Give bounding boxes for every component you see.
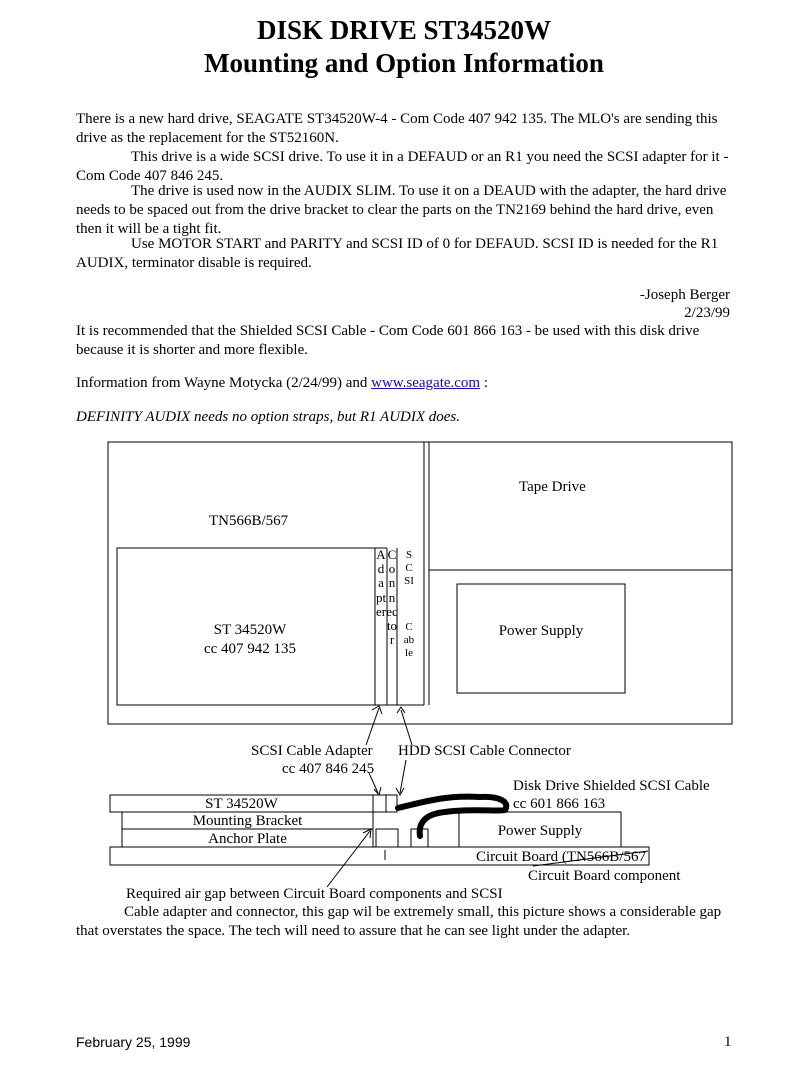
adapter-vertical-label: Adapter (375, 547, 387, 619)
connector-pointer-top (401, 710, 412, 745)
scsi-adapter-cc: cc 407 846 245 (282, 761, 375, 777)
adapter-pointer-top (366, 708, 379, 745)
caption-body: Cable adapter and connector, this gap wil be extremely small, this picture shows a considerable gap that overstates the space. The tech will need to assure that he can see light under the adapter. (76, 904, 722, 939)
side-gap-block (376, 829, 398, 847)
connector-label: HDD SCSI Cable Connector (398, 743, 571, 759)
drive-label-line2: cc 407 942 135 (203, 641, 297, 657)
circuit-board-label: Circuit Board (TN566B/567 (476, 849, 646, 865)
shielded-cable-cc: cc 601 866 163 (513, 796, 606, 812)
caption-line1: Required air gap between Circuit Board components and SCSI (126, 886, 503, 902)
cable-vertical-label-1: SCSI (404, 549, 414, 587)
page-subtitle: Mounting and Option Information (204, 48, 604, 78)
signature: -Joseph Berger (639, 287, 730, 303)
seagate-link[interactable]: www.seagate.com (371, 375, 481, 391)
footer-date: February 25, 1999 (76, 1034, 191, 1050)
info-prefix: Information from Wayne Motycka (2/24/99) and (76, 375, 372, 391)
tape-drive-label: Tape Drive (519, 479, 586, 495)
paragraph-options: Use MOTOR START and PARITY and SCSI ID of 0 for DEFAUD. SCSI ID is needed for the R1 AUDIX, terminator disable is required. (76, 236, 719, 271)
signature-date: 2/23/99 (684, 305, 730, 321)
paragraph-scsi-adapter: This drive is a wide SCSI drive. To use it in a DEFAUD or an R1 you need the SCSI adapter for it - Com Code 407 846 245. (76, 149, 729, 184)
paragraph-intro: There is a new hard drive, SEAGATE ST34520W-4 - Com Code 407 942 135. The MLO's are sending this drive as the replacement for the ST52160N. (76, 111, 718, 146)
info-suffix: : (480, 375, 489, 391)
page-number: 1 (724, 1034, 732, 1050)
side-adapter-block (373, 795, 386, 812)
side-power-supply-label: Power Supply (497, 823, 583, 839)
drive-label-line1: ST 34520W (213, 622, 287, 638)
anchor-plate-label: Anchor Plate (208, 831, 287, 847)
cable-vertical-label-2: Cable (403, 621, 415, 659)
page-title: DISK DRIVE ST34520W (256, 15, 552, 45)
scsi-adapter-label: SCSI Cable Adapter (251, 743, 373, 759)
connector-pointer-side (400, 760, 406, 793)
side-drive-label: ST 34520W (205, 796, 278, 812)
chassis-outline (108, 442, 732, 724)
circuit-component-label: Circuit Board component (528, 868, 681, 884)
paragraph-cable-recommendation: It is recommended that the Shielded SCSI Cable - Com Code 601 866 163 - be used with this disk drive because it is shorter and more flexible. (76, 323, 700, 358)
connector-vertical-label: Connector (386, 547, 398, 648)
side-connector-block (386, 795, 397, 812)
power-supply-label: Power Supply (498, 623, 584, 639)
mounting-bracket-label: Mounting Bracket (192, 813, 303, 829)
board-label: TN566B/567 (209, 513, 289, 529)
paragraph-spacing: The drive is used now in the AUDIX SLIM. To use it on a DEAUD with the adapter, the hard drive needs to be spaced out from the drive bracket to clear the parts on the TN2169 behind the hard drive, even then it will be a tight fit. (76, 183, 727, 237)
paragraph-option-note: DEFINITY AUDIX needs no option straps, but R1 AUDIX does. (76, 409, 461, 425)
shielded-cable-label: Disk Drive Shielded SCSI Cable (513, 778, 710, 794)
